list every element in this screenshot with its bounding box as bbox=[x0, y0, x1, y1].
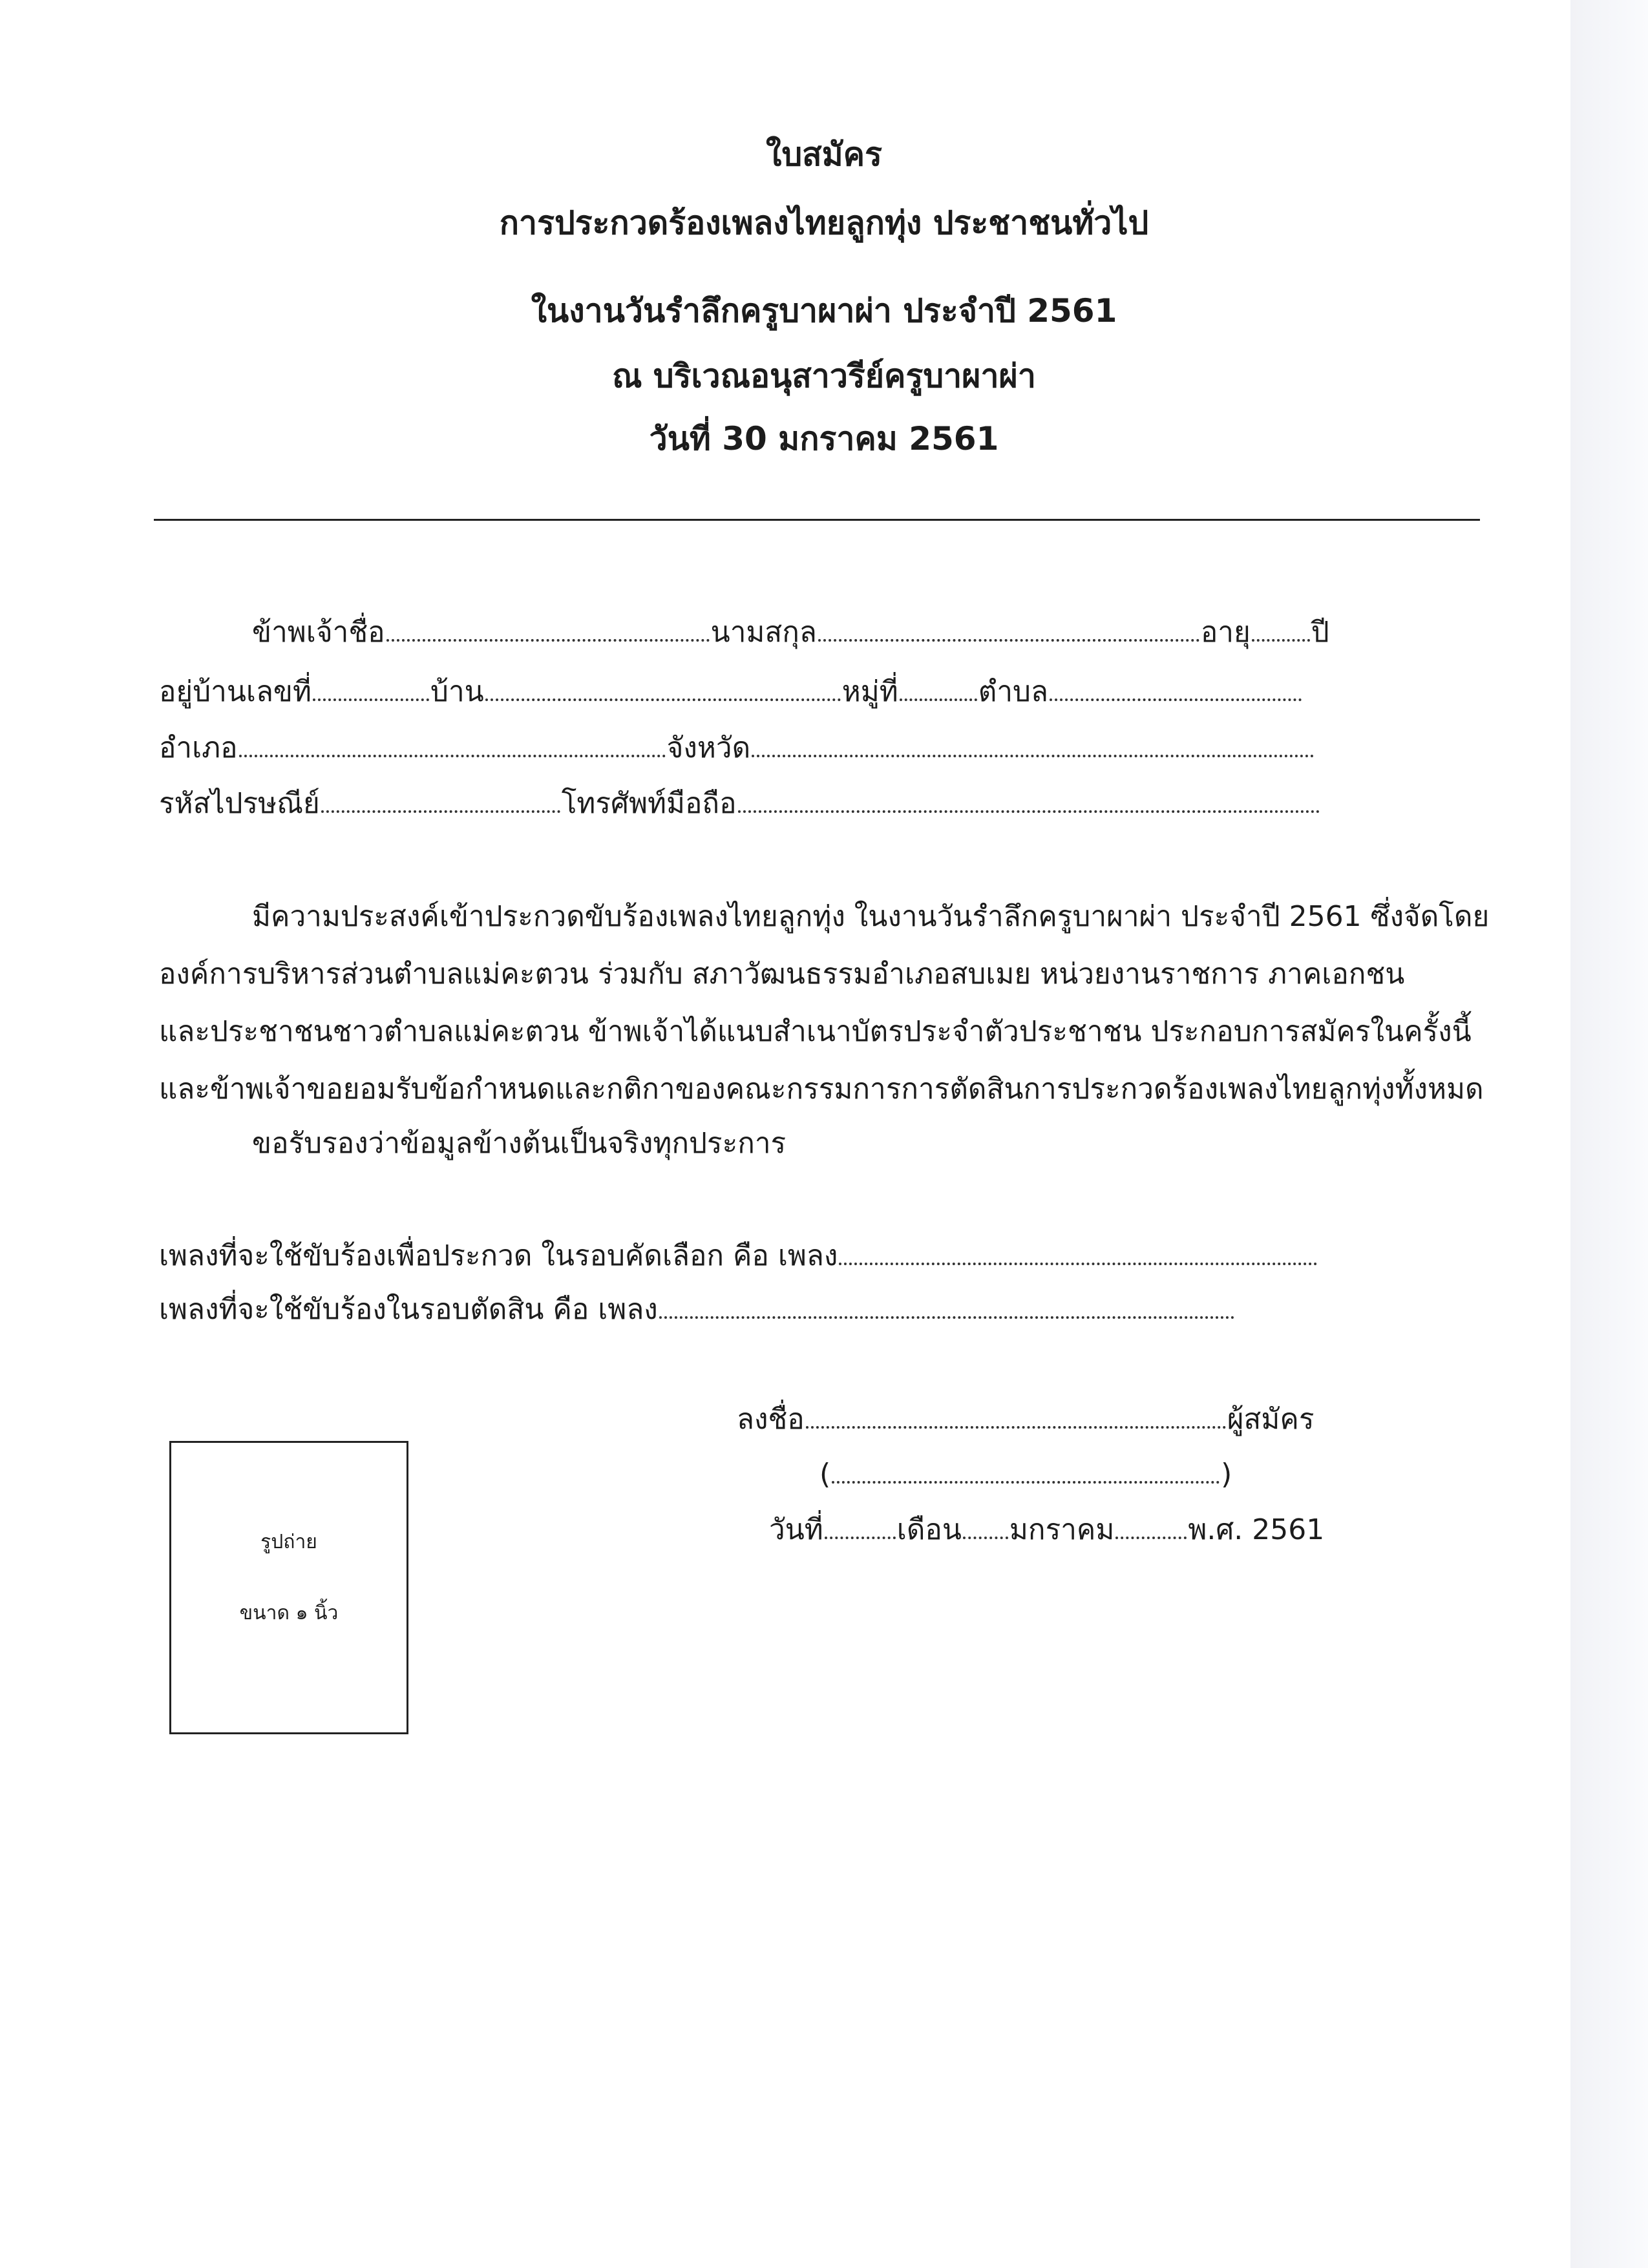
final-song-field[interactable] bbox=[659, 1316, 1234, 1319]
month-dots bbox=[963, 1537, 1008, 1539]
final-song-row bbox=[159, 1293, 1236, 1326]
house-no-label: อยู่บ้านเลขที่ bbox=[159, 675, 312, 708]
printed-name-field[interactable] bbox=[832, 1481, 1220, 1484]
surname-label: นามสกุล bbox=[710, 616, 817, 649]
moo-label: หมู่ที่ bbox=[841, 675, 898, 708]
mobile-field[interactable] bbox=[738, 810, 1320, 813]
declaration-line-2: องค์การบริหารส่วนตำบลแม่คะตวน ร่วมกับ สภาวัฒนธรรมอำเภอสบเมย หน่วยงานราชการ ภาคเอกชน bbox=[159, 958, 1405, 991]
final-song-label: เพลงที่จะใช้ขับร้องในรอบตัดสิน คือ เพลง bbox=[159, 1293, 658, 1326]
open-paren: ( bbox=[819, 1458, 831, 1491]
moo-field[interactable] bbox=[900, 698, 977, 701]
certify-statement: ขอรับรองว่าข้อมูลข้างต้นเป็นจริงทุกประการ bbox=[252, 1127, 787, 1160]
declaration-line-4: และข้าพเจ้าขอยอมรับข้อกำหนดและกติกาของคณะกรรมการการตัดสินการประกวดร้องเพลงไทยลูกทุ่งทั้งหมด bbox=[159, 1073, 1484, 1106]
photo-size: ขนาด ๑ นิ้ว bbox=[239, 1602, 339, 1624]
sign-label: ลงชื่อ bbox=[737, 1403, 805, 1436]
amphoe-label: อำเภอ bbox=[159, 731, 238, 764]
age-field[interactable] bbox=[1252, 639, 1310, 642]
month-value: มกราคม bbox=[1009, 1513, 1115, 1546]
event-name: ในงานวันรำลึกครูบาผาผ่า ประจำปี 2561 bbox=[531, 292, 1117, 330]
event-venue: ณ บริเวณอนุสาวรีย์ครูบาผาผ่า bbox=[612, 357, 1036, 395]
mobile-label: โทรศัพท์มือถือ bbox=[561, 787, 737, 820]
year-dots bbox=[1115, 1537, 1187, 1539]
close-paren: ) bbox=[1221, 1458, 1232, 1491]
postcode-label: รหัสไปรษณีย์ bbox=[159, 787, 320, 820]
contact-row bbox=[159, 787, 1321, 820]
name-row bbox=[252, 618, 1329, 647]
signature-field[interactable] bbox=[806, 1426, 1226, 1429]
declaration-line-3: และประชาชนชาวตำบลแม่คะตวน ข้าพเจ้าได้แนบสำเนาบัตรประจำตัวประชาชน ประกอบการสมัครในครั้งนี้ bbox=[159, 1015, 1472, 1048]
year-label: พ.ศ. 2561 bbox=[1188, 1513, 1325, 1546]
printed-name-row bbox=[819, 1460, 1232, 1489]
house-no-field[interactable] bbox=[313, 698, 429, 701]
province-field[interactable] bbox=[752, 755, 1314, 757]
name-field[interactable] bbox=[386, 639, 710, 642]
village-label: บ้าน bbox=[430, 675, 484, 708]
postcode-field[interactable] bbox=[321, 810, 560, 813]
day-label: วันที่ bbox=[769, 1513, 823, 1546]
photo-box bbox=[169, 1441, 408, 1734]
age-unit: ปี bbox=[1311, 616, 1329, 649]
tambon-field[interactable] bbox=[1050, 698, 1302, 701]
declaration-line-1: มีความประสงค์เข้าประกวดขับร้องเพลงไทยลูกทุ่ง ในงานวันรำลึกครูบาผาผ่า ประจำปี 2561 ซึ่งจัดโดย bbox=[252, 900, 1490, 933]
form-subtitle: การประกวดร้องเพลงไทยลูกทุ่ง ประชาชนทั่วไป bbox=[499, 204, 1149, 242]
day-field[interactable] bbox=[825, 1537, 896, 1539]
village-field[interactable] bbox=[485, 698, 841, 701]
scan-edge bbox=[1570, 0, 1648, 2268]
signature-row bbox=[737, 1405, 1314, 1434]
photo-label: รูปถ่าย bbox=[260, 1531, 317, 1553]
preliminary-song-label: เพลงที่จะใช้ขับร้องเพื่อประกวด ในรอบคัดเลือก คือ เพลง bbox=[159, 1239, 838, 1272]
event-date: วันที่ 30 มกราคม 2561 bbox=[649, 420, 999, 457]
applicant-label: ผู้สมัคร bbox=[1227, 1403, 1315, 1436]
age-label: อายุ bbox=[1200, 616, 1251, 649]
sign-date-row bbox=[769, 1513, 1325, 1546]
address-row bbox=[159, 675, 1303, 708]
name-label: ข้าพเจ้าชื่อ bbox=[252, 616, 385, 649]
preliminary-song-field[interactable] bbox=[839, 1263, 1317, 1265]
surname-field[interactable] bbox=[818, 639, 1199, 642]
preliminary-song-row bbox=[159, 1239, 1318, 1272]
province-label: จังหวัด bbox=[666, 731, 751, 764]
district-row bbox=[159, 731, 1315, 764]
header-divider bbox=[154, 519, 1480, 521]
tambon-label: ตำบล bbox=[978, 675, 1048, 708]
form-title: ใบสมัคร bbox=[766, 136, 882, 173]
month-label: เดือน bbox=[896, 1513, 962, 1546]
amphoe-field[interactable] bbox=[239, 755, 666, 757]
